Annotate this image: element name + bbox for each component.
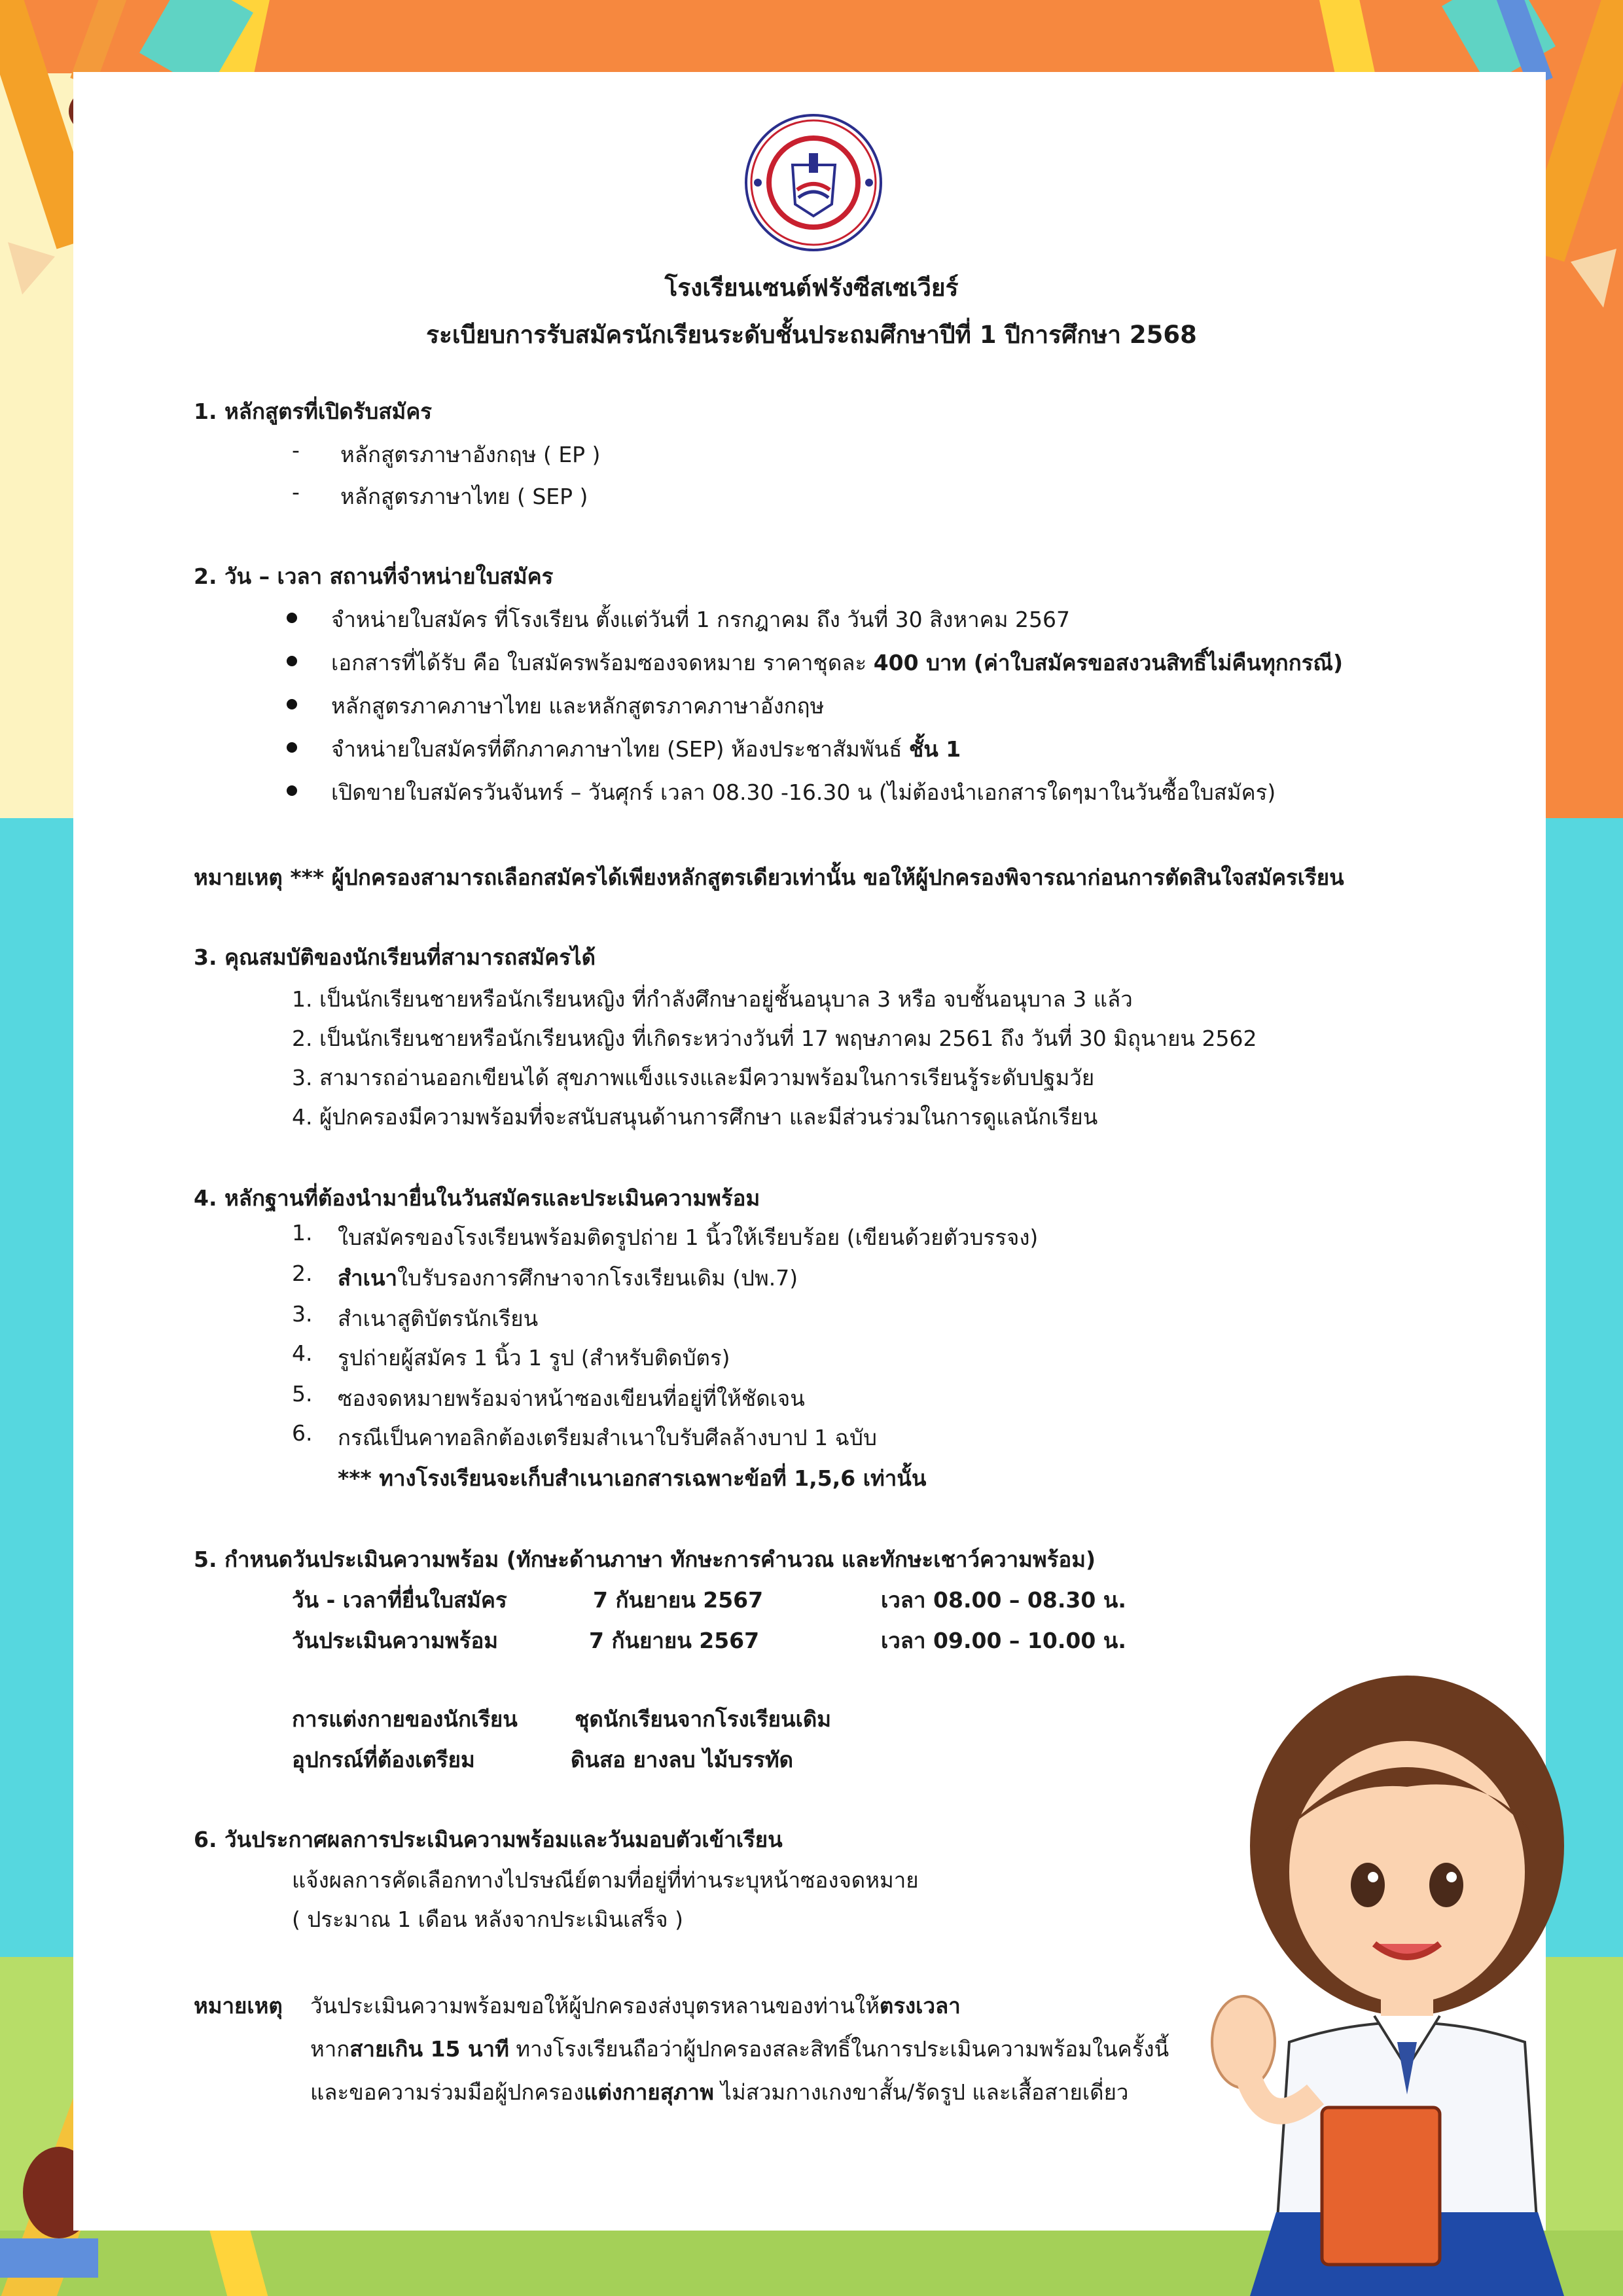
schedule-time: เวลา 08.00 – 08.30 น. <box>881 1587 1126 1613</box>
list-item: ใบสมัครของโรงเรียนพร้อมติดรูปถ่าย 1 นิ้วให้เรียบร้อย (เขียนด้วยตัวบรรจง) <box>338 1225 1039 1250</box>
list-item: จำหน่ายใบสมัครที่ตึกภาคภาษาไทย (SEP) ห้องประชาสัมพันธ์ ชั้น 1 <box>331 736 961 762</box>
list-item: หลักสูตรภาคภาษาไทย และหลักสูตรภาคภาษาอังกฤษ <box>331 693 825 719</box>
list-item: จำหน่ายใบสมัคร ที่โรงเรียน ตั้งแต่วันที่ 1 กรกฎาคม ถึง วันที่ 30 สิงหาคม 2567 <box>331 607 1070 632</box>
schedule-date: 7 กันยายน 2567 <box>589 1628 760 1653</box>
list-item: กรณีเป็นคาทอลิกต้องเตรียมสำเนาใบรับศีลล้างบาป 1 ฉบับ <box>338 1425 877 1450</box>
list-item: 4. ผู้ปกครองมีความพร้อมที่จะสนับสนุนด้านการศึกษา และมีส่วนร่วมในการดูแลนักเรียน <box>292 1104 1098 1130</box>
section-3-heading: 3. คุณสมบัติของนักเรียนที่สามารถสมัครได้ <box>194 944 596 970</box>
list-item: 3. สามารถอ่านออกเขียนได้ สุขภาพแข็งแรงและมีความพร้อมในการเรียนรู้ระดับปฐมวัย <box>292 1065 1095 1090</box>
list-item-number: 5. <box>292 1381 313 1407</box>
bullet-icon <box>287 656 297 666</box>
section-4-note: *** ทางโรงเรียนจะเก็บสำเนาเอกสารเฉพาะข้อที่ 1,5,6 เท่านั้น <box>338 1465 927 1491</box>
section-6-heading: 6. วันประกาศผลการประเมินความพร้อมและวันมอบตัวเข้าเรียน <box>194 1827 783 1852</box>
student-illustration <box>1211 1676 1577 2296</box>
schedule-label: วันประเมินความพร้อม <box>292 1628 499 1653</box>
list-item-number: 2. <box>292 1261 313 1286</box>
note-2-line: วันประเมินความพร้อมขอให้ผู้ปกครองส่งบุตรหลานของท่านให้ตรงเวลา <box>310 1993 961 2018</box>
school-logo <box>743 113 883 253</box>
schedule-label: วัน - เวลาที่ยื่นใบสมัคร <box>292 1587 507 1613</box>
section-5-heading: 5. กำหนดวันประเมินความพร้อม (ทักษะด้านภาษา ทักษะการคำนวณ และทักษะเชาว์ความพร้อม) <box>194 1547 1096 1572</box>
bullet-icon <box>287 785 297 796</box>
bullet-icon <box>287 613 297 623</box>
list-item: 1. เป็นนักเรียนชายหรือนักเรียนหญิง ที่กำลังศึกษาอยู่ชั้นอนุบาล 3 หรือ จบชั้นอนุบาล 3 แล้ว <box>292 986 1133 1012</box>
list-item-number: 6. <box>292 1420 313 1446</box>
note-2-label: หมายเหตุ <box>194 1993 283 2018</box>
list-item-dash: - <box>292 479 300 505</box>
schedule-time: เวลา 09.00 – 10.00 น. <box>881 1628 1126 1653</box>
list-item: สำเนาใบรับรองการศึกษาจากโรงเรียนเดิม (ปพ.7) <box>338 1265 798 1291</box>
list-item: เปิดขายใบสมัครวันจันทร์ – วันศุกร์ เวลา 08.30 -16.30 น (ไม่ต้องนำเอกสารใดๆมาในวันซื้อใบสมัคร) <box>331 780 1276 805</box>
list-item-number: 3. <box>292 1301 313 1327</box>
equipment-value: ดินสอ ยางลบ ไม้บรรทัด <box>571 1747 794 1772</box>
schedule-date: 7 กันยายน 2567 <box>593 1587 764 1613</box>
note-2-line: และขอความร่วมมือผู้ปกครองแต่งกายสุภาพ ไม่สวมกางเกงขาสั้น/รัดรูป และเสื้อสายเดี่ยว <box>310 2079 1129 2105</box>
note-2-line: หากสายเกิน 15 นาที ทางโรงเรียนถือว่าผู้ปกครองสละสิทธิ์ในการประเมินความพร้อมในครั้งนี้ <box>310 2036 1169 2062</box>
list-item: หลักสูตรภาษาอังกฤษ ( EP ) <box>340 442 601 467</box>
bullet-icon <box>287 699 297 709</box>
section-6-text: ( ประมาณ 1 เดือน หลังจากประเมินเสร็จ ) <box>292 1907 683 1932</box>
list-item: 2. เป็นนักเรียนชายหรือนักเรียนหญิง ที่เกิดระหว่างวันที่ 17 พฤษภาคม 2561 ถึง วันที่ 30 มิถุนายน 2562 <box>292 1026 1257 1051</box>
list-item: หลักสูตรภาษาไทย ( SEP ) <box>340 484 588 509</box>
section-1-heading: 1. หลักสูตรที่เปิดรับสมัคร <box>194 399 433 424</box>
section-2-heading: 2. วัน – เวลา สถานที่จำหน่ายใบสมัคร <box>194 564 554 589</box>
section-4-heading: 4. หลักฐานที่ต้องนำมายื่นในวันสมัครและประเมินความพร้อม <box>194 1185 760 1211</box>
equipment-label: อุปกรณ์ที่ต้องเตรียม <box>292 1747 475 1772</box>
page-title: ระเบียบการรับสมัครนักเรียนระดับชั้นประถมศึกษาปีที่ 1 ปีการศึกษา 2568 <box>426 321 1197 349</box>
list-item: สำเนาสูติบัตรนักเรียน <box>338 1306 539 1331</box>
list-item: รูปถ่ายผู้สมัคร 1 นิ้ว 1 รูป (สำหรับติดบัตร) <box>338 1345 730 1371</box>
list-item: ซองจดหมายพร้อมจ่าหน้าซองเขียนที่อยู่ที่ให้ชัดเจน <box>338 1386 805 1411</box>
list-item: เอกสารที่ได้รับ คือ ใบสมัครพร้อมซองจดหมาย ราคาชุดละ 400 บาท (ค่าใบสมัครขอสงวนสิทธิ์ไม่คืนทุกกรณี) <box>331 650 1344 675</box>
list-item-number: 1. <box>292 1220 313 1246</box>
list-item-number: 4. <box>292 1340 313 1366</box>
bullet-icon <box>287 742 297 753</box>
dress-code-label: การแต่งกายของนักเรียน <box>292 1706 518 1732</box>
section-6-text: แจ้งผลการคัดเลือกทางไปรษณีย์ตามที่อยู่ที่ท่านระบุหน้าซองจดหมาย <box>292 1867 919 1893</box>
school-name: โรงเรียนเซนต์ฟรังซีสเซเวียร์ <box>664 274 959 302</box>
dress-code-value: ชุดนักเรียนจากโรงเรียนเดิม <box>575 1706 832 1732</box>
list-item-dash: - <box>292 437 300 463</box>
note-1: หมายเหตุ *** ผู้ปกครองสามารถเลือกสมัครได้เพียงหลักสูตรเดียวเท่านั้น ขอให้ผู้ปกครองพิจารณาก่อนการตัดสินใจสมัครเรียน <box>194 865 1344 890</box>
